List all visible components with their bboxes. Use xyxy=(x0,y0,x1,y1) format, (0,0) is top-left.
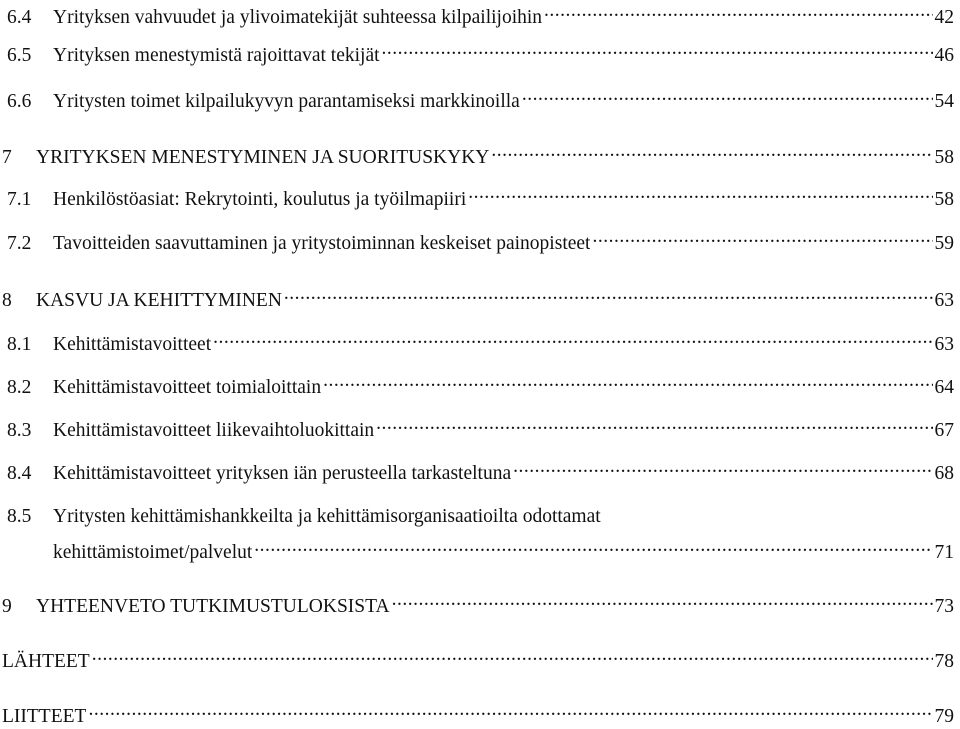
toc-entry-7-2[interactable] xyxy=(0,229,954,253)
toc-number: 7 xyxy=(2,146,12,168)
toc-number: 8.2 xyxy=(7,376,32,398)
toc-number: 6.5 xyxy=(7,44,32,66)
toc-entry-8-5[interactable] xyxy=(0,505,954,529)
dot-leader xyxy=(88,702,932,722)
toc-entry-8-4[interactable] xyxy=(0,459,954,483)
toc-title: Tavoitteiden saavuttaminen ja yritystoiminnan keskeiset painopisteet xyxy=(53,232,591,254)
dot-leader xyxy=(92,647,933,667)
toc-entry-8-3[interactable] xyxy=(0,416,954,440)
toc-page-number: 78 xyxy=(934,650,954,672)
toc-page-number: 64 xyxy=(934,376,954,398)
dot-leader xyxy=(513,459,932,479)
toc-title: KASVU JA KEHITTYMINEN xyxy=(36,289,282,311)
dot-leader xyxy=(284,286,933,306)
toc-title: Kehittämistavoitteet toimialoittain xyxy=(53,376,322,398)
toc-entry-liitteet[interactable] xyxy=(2,702,954,726)
toc-page-number: 79 xyxy=(934,705,954,727)
toc-page-number: 58 xyxy=(934,188,954,210)
dot-leader xyxy=(544,3,932,23)
toc-number: 8.1 xyxy=(7,333,32,355)
toc-page-number: 46 xyxy=(934,44,954,66)
toc-number: 8.4 xyxy=(7,462,32,484)
toc-title: LÄHTEET xyxy=(2,650,90,672)
dot-leader xyxy=(468,185,932,205)
toc-page-number: 67 xyxy=(934,419,954,441)
toc-page-number: 63 xyxy=(934,289,954,311)
toc-number: 7.1 xyxy=(7,188,32,210)
toc-title-continuation: kehittämistoimet/palvelut xyxy=(53,541,253,563)
toc-entry-6-4[interactable] xyxy=(0,3,954,27)
toc-entry-9[interactable] xyxy=(0,592,954,616)
dot-leader xyxy=(491,143,932,163)
toc-page-number: 63 xyxy=(934,333,954,355)
toc-title: Yrityksen menestymistä rajoittavat tekijät xyxy=(53,44,380,66)
toc-number: 7.2 xyxy=(7,232,32,254)
dot-leader xyxy=(392,592,933,612)
toc-page-number: 58 xyxy=(934,146,954,168)
toc-page-number: 59 xyxy=(934,232,954,254)
toc-title: Kehittämistavoitteet xyxy=(53,333,212,355)
toc-number: 8.5 xyxy=(7,506,32,527)
dot-leader xyxy=(592,229,932,249)
toc-number: 8 xyxy=(2,289,12,311)
toc-entry-7[interactable] xyxy=(0,143,954,167)
toc-entry-6-6[interactable] xyxy=(0,87,954,111)
dot-leader xyxy=(522,87,933,107)
dot-leader xyxy=(213,330,932,350)
toc-page-number: 68 xyxy=(934,462,954,484)
toc-title: Kehittämistavoitteet liikevaihtoluokittain xyxy=(53,419,375,441)
toc-entry-8-2[interactable] xyxy=(0,373,954,397)
toc-number: 8.3 xyxy=(7,419,32,441)
toc-entry-7-1[interactable] xyxy=(0,185,954,209)
toc-number: 6.6 xyxy=(7,90,32,112)
toc-title: Yritysten kehittämishankkeilta ja kehittämisorganisaatioilta odottamat xyxy=(53,506,601,527)
dot-leader xyxy=(323,373,932,393)
toc-title: YHTEENVETO TUTKIMUSTULOKSISTA xyxy=(36,595,390,617)
toc-title: Kehittämistavoitteet yrityksen iän perusteella tarkasteltuna xyxy=(53,462,512,484)
toc-entry-lahteet[interactable] xyxy=(2,647,954,671)
toc-entry-8-5-continued[interactable] xyxy=(53,538,954,562)
toc-page-number: 54 xyxy=(934,90,954,112)
toc-page-number: 42 xyxy=(934,6,954,28)
toc-title: YRITYKSEN MENESTYMINEN JA SUORITUSKYKY xyxy=(36,146,490,168)
dot-leader xyxy=(254,538,932,558)
dot-leader xyxy=(376,416,932,436)
toc-entry-8[interactable] xyxy=(0,286,954,310)
toc-number: 9 xyxy=(2,595,12,617)
toc-title: Yrityksen vahvuudet ja ylivoimatekijät suhteessa kilpailijoihin xyxy=(53,6,543,28)
toc-title: Henkilöstöasiat: Rekrytointi, koulutus ja työilmapiiri xyxy=(53,188,467,210)
toc-title: LIITTEET xyxy=(2,705,87,727)
toc-number: 6.4 xyxy=(7,6,32,28)
toc-entry-6-5[interactable] xyxy=(0,41,954,65)
toc-page-number: 73 xyxy=(934,595,954,617)
toc-title: Yritysten toimet kilpailukyvyn parantamiseksi markkinoilla xyxy=(53,90,520,112)
toc-entry-8-1[interactable] xyxy=(0,330,954,354)
dot-leader xyxy=(382,41,933,61)
toc-page-number: 71 xyxy=(934,541,954,563)
